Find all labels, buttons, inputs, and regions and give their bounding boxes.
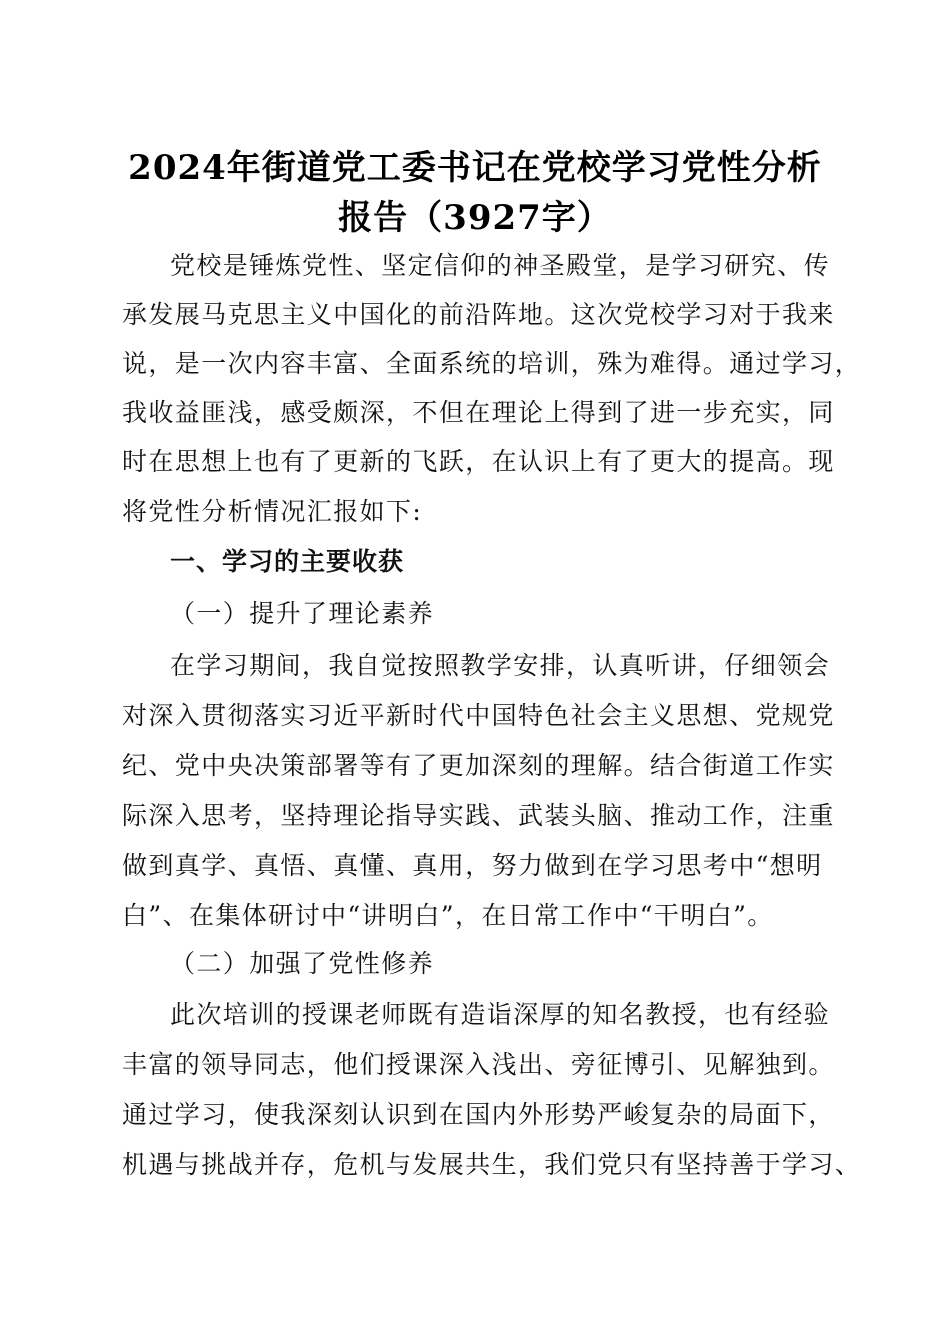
paragraph-line: 丰富的领导同志，他们授课深入浅出、旁征博引、见解独到。 <box>122 1050 835 1079</box>
paragraph-line: 此次培训的授课老师既有造诣深厚的知名教授，也有经验 <box>170 1000 831 1029</box>
intro-line: 承发展马克思主义中国化的前沿阵地。这次党校学习对于我来 <box>122 300 835 329</box>
document-title-line-1: 2024年街道党工委书记在党校学习党性分析 <box>128 148 822 188</box>
paragraph-line: 做到真学、真悟、真懂、真用，努力做到在学习思考中“想明 <box>122 851 823 880</box>
intro-line: 时在思想上也有了更新的飞跃，在认识上有了更大的提高。现 <box>122 447 835 476</box>
intro-line: 将党性分析情况汇报如下: <box>122 497 423 526</box>
paragraph-line: 在学习期间，我自觉按照教学安排，认真听讲，仔细领会 <box>170 651 831 680</box>
section-heading: 一、学习的主要收获 <box>170 547 405 576</box>
paragraph-line: 机遇与挑战并存，危机与发展共生，我们党只有坚持善于学习、 <box>122 1150 862 1179</box>
subsection-heading: （一）提升了理论素养 <box>170 599 435 628</box>
paragraph-line: 通过学习，使我深刻认识到在国内外形势严峻复杂的局面下， <box>122 1100 835 1129</box>
subsection-heading: （二）加强了党性修养 <box>170 949 435 978</box>
intro-line: 说，是一次内容丰富、全面系统的培训，殊为难得。通过学习， <box>122 349 862 378</box>
intro-line: 党校是锤炼党性、坚定信仰的神圣殿堂，是学习研究、传 <box>170 251 831 280</box>
paragraph-line: 白”、在集体研讨中“讲明白”，在日常工作中“干明白”。 <box>122 901 774 930</box>
intro-line: 我收益匪浅，感受颇深，不但在理论上得到了进一步充实，同 <box>122 398 835 427</box>
paragraph-line: 对深入贯彻落实习近平新时代中国特色社会主义思想、党规党 <box>122 701 835 730</box>
paragraph-line: 际深入思考，坚持理论指导实践、武装头脑、推动工作，注重 <box>122 801 835 830</box>
document-title-line-2: 报告（3927字） <box>338 198 612 238</box>
paragraph-line: 纪、党中央决策部署等有了更加深刻的理解。结合街道工作实 <box>122 751 835 780</box>
